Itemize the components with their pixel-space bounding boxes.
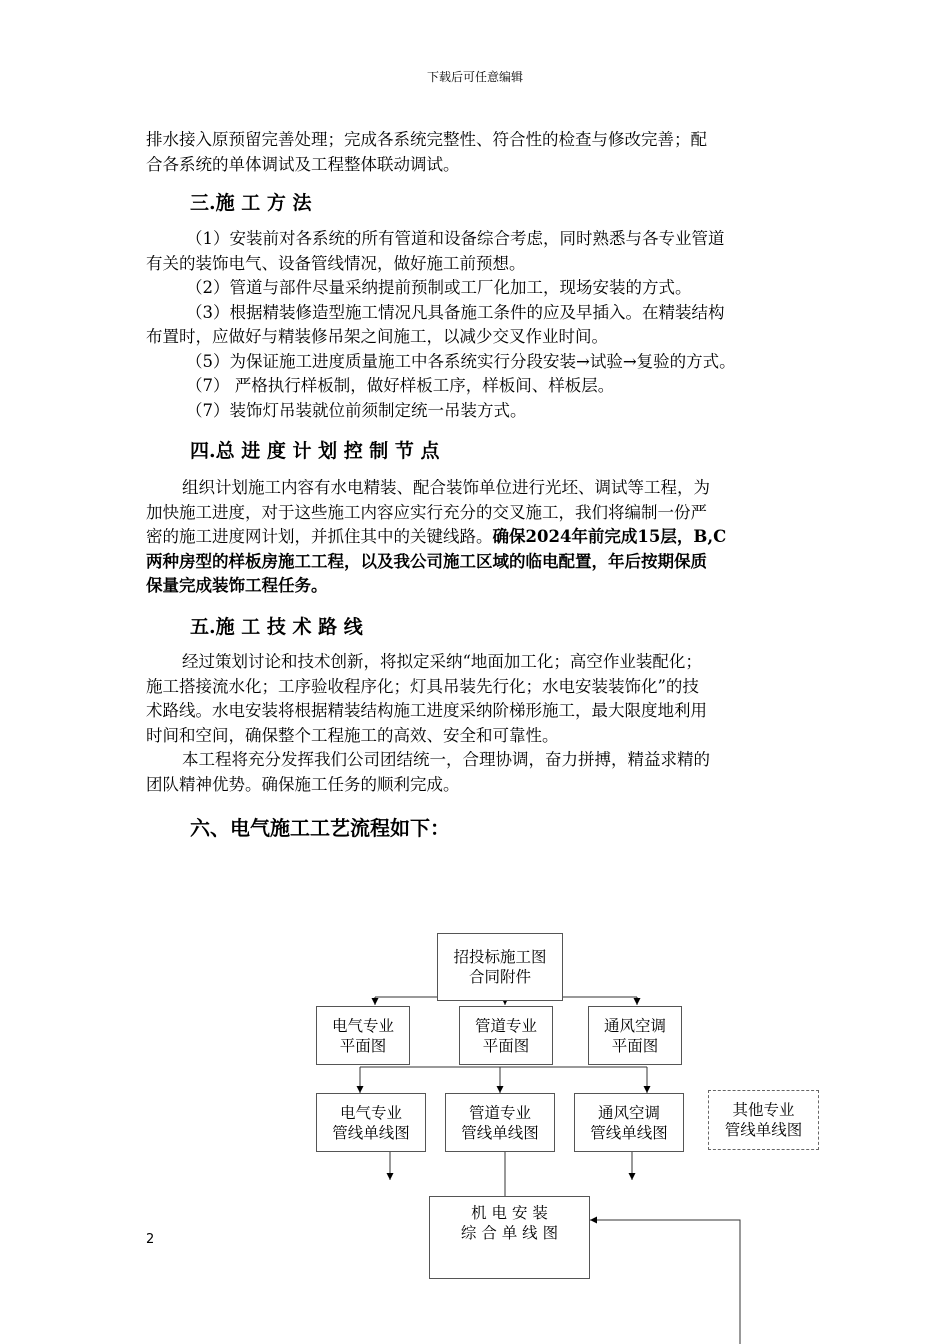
text-line: 经过策划讨论和技术创新，将拟定采纳“地面加工化；高空作业装配化； xyxy=(182,652,702,671)
text-line: 本工程将充分发挥我们公司团结统一，合理协调，奋力拼搏，精益求精的 xyxy=(182,750,710,769)
box-label: 通风空调 xyxy=(603,1016,666,1035)
text-line: （7）装饰灯吊装就位前须制定统一吊装方式。 xyxy=(186,400,527,420)
text-line: 团队精神优势。确保施工任务的顺利完成。 xyxy=(146,774,460,794)
text-line: 布置时，应做好与精装修吊架之间施工，以减少交叉作业时间。 xyxy=(146,327,608,346)
flow-box-pipe-single-line xyxy=(445,1093,555,1152)
text-line: 术路线。水电安装将根据精装结构施工进度采纳阶梯形施工，最大限度地利用 xyxy=(146,701,707,720)
box-label: 其他专业 xyxy=(732,1101,795,1119)
box-label: 机 电 安 装 xyxy=(471,1204,548,1222)
text-line: （7） 严格执行样板制，做好样板工序，样板间、样板层。 xyxy=(186,376,615,395)
box-label: 电气专业 xyxy=(339,1103,402,1122)
section-3-title: 三.施 工 方 法 xyxy=(190,192,312,214)
flow-box-electrical-plan xyxy=(316,1006,410,1065)
text-line: 施工搭接流水化；工序验收程序化；灯具吊装先行化；水电安装装饰化”的技 xyxy=(146,676,699,696)
flow-box-hvac-single-line xyxy=(574,1093,684,1152)
text-line: 时间和空间，确保整个工程施工的高效、安全和可靠性。 xyxy=(146,725,559,745)
page-header: 下载后可任意编辑 xyxy=(426,70,523,84)
connector-line xyxy=(590,1220,740,1344)
flow-box-other-single-line xyxy=(708,1090,819,1150)
section-6-title: 六、电气施工工艺流程如下： xyxy=(190,816,450,840)
bold-text-line: 保量完成装饰工程任务。 xyxy=(146,576,328,595)
box-label: 管道专业 xyxy=(468,1103,531,1122)
box-label: 管道专业 xyxy=(474,1016,537,1035)
text-line: 有关的装饰电气、设备管线情况，做好施工前预想。 xyxy=(146,253,526,273)
text-span: 密的施工进度网计划，并抓住其中的关键线路。 xyxy=(146,527,493,546)
text-line: （1）安装前对各系统的所有管道和设备综合考虑，同时熟悉与各专业管道 xyxy=(186,229,725,248)
box-label: 电气专业 xyxy=(331,1016,394,1035)
text-line: 加快施工进度，对于这些施工内容应实行充分的交叉施工，我们将编制一份严 xyxy=(146,502,707,522)
flow-box-integrated-single-line xyxy=(429,1196,590,1279)
box-label: 招投标施工图 xyxy=(453,948,547,966)
flow-box-electrical-single-line xyxy=(316,1093,426,1152)
box-label: 管线单线图 xyxy=(724,1121,803,1139)
text-line: 合各系统的单体调试及工程整体联动调试。 xyxy=(146,154,460,174)
section-5-title: 五.施 工 技 术 路 线 xyxy=(190,616,363,638)
box-label: 平面图 xyxy=(482,1036,530,1055)
bold-text-span: 确保2024年前完成15层，B,C xyxy=(492,527,727,546)
box-label: 平面图 xyxy=(611,1036,659,1055)
text-line: 排水接入原预留完善处理；完成各系统完整性、符合性的检查与修改完善；配 xyxy=(146,130,707,149)
box-label: 综 合 单 线 图 xyxy=(460,1224,559,1242)
text-line: 组织计划施工内容有水电精装、配合装饰单位进行光坯、调试等工程，为 xyxy=(182,478,710,497)
flow-box-tender-drawings xyxy=(437,933,563,1001)
box-label: 管线单线图 xyxy=(332,1123,410,1142)
box-label: 通风空调 xyxy=(597,1103,660,1122)
flow-box-pipe-plan xyxy=(459,1006,553,1065)
box-label: 管线单线图 xyxy=(461,1123,539,1142)
text-line: （3）根据精装修造型施工情况凡具备施工条件的应及早插入。在精装结构 xyxy=(186,302,725,322)
box-label: 合同附件 xyxy=(468,968,531,986)
flow-box-hvac-plan xyxy=(588,1006,682,1065)
box-label: 平面图 xyxy=(339,1036,387,1055)
box-label: 管线单线图 xyxy=(590,1123,668,1142)
text-line: （5）为保证施工进度质量施工中各系统实行分段安装→试验→复验的方式。 xyxy=(186,351,736,371)
page-number: 2 xyxy=(146,1232,155,1247)
text-line: （2）管道与部件尽量采纳提前预制或工厂化加工，现场安装的方式。 xyxy=(186,278,692,297)
section-4-title: 四.总 进 度 计 划 控 制 节 点 xyxy=(190,440,440,462)
bold-text-line: 两种房型的样板房施工工程，以及我公司施工区域的临电配置，年后按期保质 xyxy=(146,551,707,571)
